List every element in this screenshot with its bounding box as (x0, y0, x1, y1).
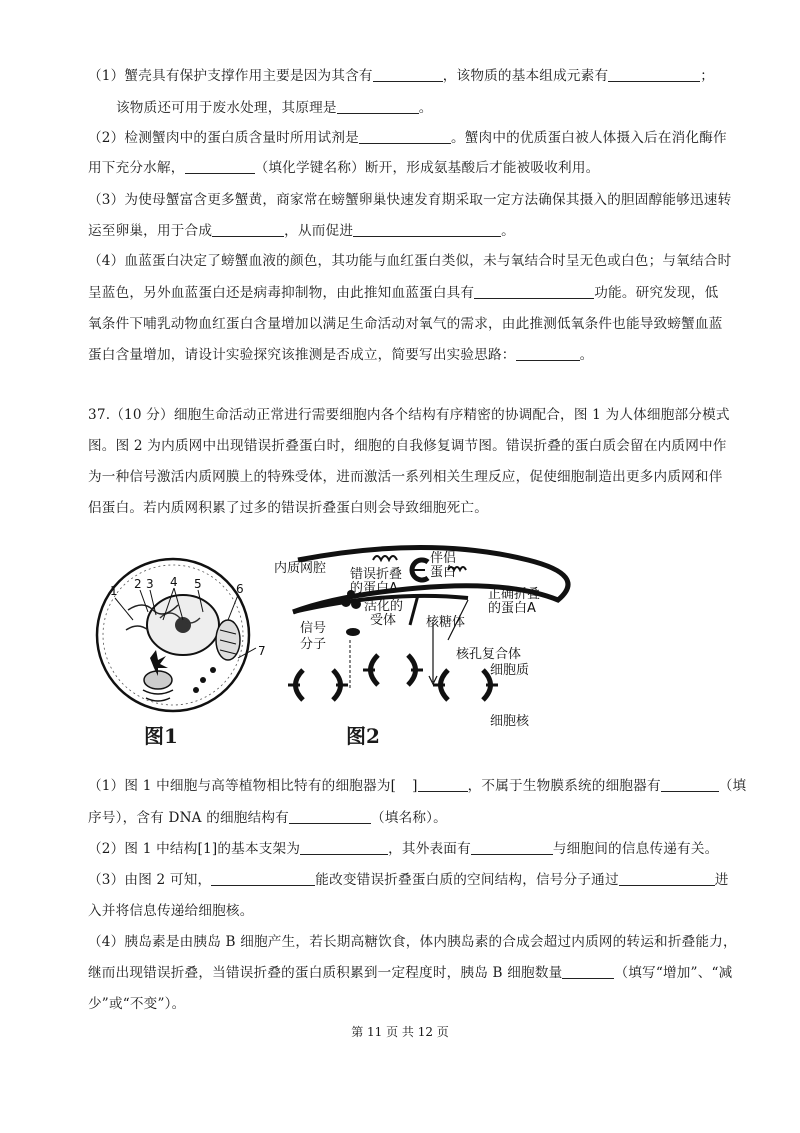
text: 入并将信息传递给细胞核。 (88, 903, 254, 919)
text: （填化学键名称）断开，形成氨基酸后才能被吸收利用。 (254, 160, 600, 176)
label-7: 7 (258, 644, 266, 658)
text: （2）图 1 中结构[1]的基本支架为 (88, 841, 301, 857)
label-6: 6 (236, 582, 244, 596)
answer-blank[interactable] (608, 67, 700, 82)
text: 序号），含有 DNA 的细胞结构有 (88, 810, 289, 826)
label-5: 5 (194, 577, 202, 591)
text: 继而出现错误折叠，当错误折叠的蛋白质积累到一定程度时，胰岛 B 细胞数量 (88, 965, 563, 981)
text: 功能。研究发现，低 (594, 285, 719, 301)
q37-part1-line2 (88, 808, 728, 828)
label-signal-1: 信号 (300, 621, 327, 636)
text: 呈蓝色，另外血蓝蛋白还是病毒抑制物，由此推知血蓝蛋白具有 (88, 285, 475, 301)
label-1: 1 (110, 584, 118, 598)
answer-blank[interactable] (185, 159, 255, 174)
text: 图。图 2 为内质网中出现错误折叠蛋白时，细胞的自我修复调节图。错误折叠的蛋白质会留在内质网中作 (88, 438, 727, 454)
answer-blank[interactable] (211, 871, 315, 886)
label-3: 3 (146, 577, 154, 591)
text: 。 (418, 100, 433, 116)
ribosome-dot (193, 687, 199, 693)
label-chaperone-1: 伴侣 (430, 551, 457, 566)
text: ，从而促进 (284, 223, 354, 239)
answer-blank[interactable] (300, 840, 388, 855)
figure2-er-diagram (274, 548, 568, 730)
answer-blank[interactable] (373, 67, 443, 82)
text: （填 (718, 778, 747, 794)
answer-blank[interactable] (359, 129, 451, 144)
q37-part2 (88, 839, 728, 859)
q36-part2-line2 (88, 158, 728, 178)
answer-blank[interactable] (562, 964, 614, 979)
ribosome-icon (351, 599, 361, 609)
text: （3）由图 2 可知， (88, 872, 212, 888)
misfolded-protein-icon (373, 556, 397, 560)
text: 侣蛋白。若内质网积累了过多的错误折叠蛋白则会导致细胞死亡。 (88, 500, 489, 516)
text: ，该物质的基本组成元素有 (442, 68, 609, 84)
text: ，其外表面有 (388, 841, 471, 857)
text: 37.（10 分）细胞生命活动正常进行需要细胞内各个结构有序精密的协调配合，图 1 为人体细胞部分模式 (88, 407, 730, 423)
text: 。蟹肉中的优质蛋白被人体摄入后在消化酶作 (450, 130, 727, 146)
label-nucleus: 细胞核 (490, 714, 530, 729)
signal-molecule-icon (346, 628, 360, 636)
nuclear-pore-complex-left (288, 670, 348, 700)
page-footer: 第 11 页 共 12 页 (351, 1025, 449, 1039)
receptor-icon (410, 595, 418, 625)
q37-intro-line2 (88, 436, 728, 456)
q36-part4-line3 (88, 314, 728, 334)
q37-part4-line2 (88, 963, 733, 983)
label-activated-1: 活化的 (364, 599, 404, 614)
label-4: 4 (170, 575, 178, 589)
text: 。 (501, 223, 515, 239)
label-correct-1: 正确折叠 (488, 587, 541, 602)
answer-blank[interactable] (418, 777, 468, 792)
golgi-stacks (143, 690, 173, 701)
text: 能改变错误折叠蛋白质的空间结构，信号分子通过 (315, 872, 619, 888)
label-misfolded-1: 错误折叠 (350, 567, 403, 582)
text: （1）图 1 中细胞与高等植物相比特有的细胞器为[ (88, 778, 397, 794)
label-correct-2: 的蛋白A (488, 601, 536, 616)
answer-blank[interactable] (619, 871, 715, 886)
text: ] (412, 778, 418, 794)
mitochondrion (216, 620, 240, 660)
nuclear-pore-complex-middle (363, 655, 423, 685)
q37-part4-line3 (88, 994, 728, 1014)
answer-bracket-blank[interactable] (396, 778, 412, 792)
answer-blank[interactable] (353, 222, 501, 237)
q36-part4-line1 (88, 251, 732, 271)
q37-part1-line1 (88, 776, 747, 796)
answer-blank[interactable] (474, 284, 594, 299)
figure-area (88, 540, 728, 760)
label-signal-2: 分子 (300, 637, 327, 652)
figure1-caption: 图1 (144, 724, 178, 748)
text: （3）为使母蟹富含更多蟹黄，商家常在螃蟹卵巢快速发育期采取一定方法确保其摄入的胆固醇能够迅速转 (88, 192, 732, 208)
text: （填名称）。 (370, 810, 447, 826)
answer-blank[interactable] (661, 777, 719, 792)
label-2: 2 (134, 577, 142, 591)
text: 运至卵巢，用于合成 (88, 223, 213, 239)
text: （2）检测蟹肉中的蛋白质含量时所用试剂是 (88, 130, 359, 146)
q37-part3-line1 (88, 870, 728, 890)
text: （4）血蓝蛋白决定了螃蟹血液的颜色，其功能与血红蛋白类似，未与氧结合时呈无色或白色；与氧结合时 (88, 253, 732, 269)
text: ，不属于生物膜系统的细胞器有 (467, 778, 661, 794)
q37-part3-line2 (88, 901, 728, 921)
text: 蛋白含量增加，请设计实验探究该推测是否成立，简要写出实验思路： (88, 347, 516, 363)
label-chaperone-2: 蛋白 (430, 565, 457, 580)
q36-part2-line1 (88, 128, 728, 148)
text: 少”或“不变”）。 (88, 996, 186, 1012)
text: （4）胰岛素是由胰岛 B 细胞产生，若长期高糖饮食，体内胰岛素的合成会超过内质网的转运和折叠能力， (88, 934, 737, 950)
figure-svg (88, 540, 728, 760)
q36-part3-line1 (88, 190, 732, 210)
answer-blank[interactable] (289, 809, 371, 824)
text: ； (700, 68, 715, 84)
q36-part3-line2 (88, 221, 728, 241)
ribosome-icon (341, 597, 351, 607)
text: （填写“增加”、“减 (614, 965, 733, 981)
q36-part4-line4 (88, 345, 728, 365)
q36-part1-line2 (116, 98, 756, 118)
text: 该物质还可用于废水处理，其原理是 (116, 100, 337, 116)
label-er-lumen: 内质网腔 (274, 561, 327, 576)
text: 氧条件下哺乳动物血红蛋白含量增加以满足生命活动对氧气的需求，由此推测低氧条件也能导致螃蟹血蓝 (88, 316, 723, 332)
q37-intro-line4 (88, 498, 728, 518)
nuclear-pore-complex-right (433, 670, 498, 700)
q36-part1-line1 (88, 66, 728, 86)
text: 与细胞间的信息传递有关。 (552, 841, 719, 857)
label-npc: 核孔复合体 (456, 647, 522, 662)
q36-part4-line2 (88, 283, 728, 303)
text: （1）蟹壳具有保护支撑作用主要是因为其含有 (88, 68, 373, 84)
q37-part4-line1 (88, 932, 737, 952)
text: 用下充分水解， (88, 160, 185, 176)
answer-blank[interactable] (516, 346, 580, 361)
ribosome-dot (200, 677, 206, 683)
text: 。 (579, 347, 594, 363)
answer-blank[interactable] (471, 840, 553, 855)
answer-blank[interactable] (212, 222, 284, 237)
q37-intro-line1 (88, 405, 728, 425)
text: 进 (714, 872, 729, 888)
label-ribosome: 核糖体 (426, 615, 466, 630)
label-activated-2: 受体 (370, 613, 397, 628)
label-misfolded-2: 的蛋白A (350, 581, 398, 596)
text: 为一种信号激活内质网膜上的特殊受体，进而激活一系列相关生理反应，促使细胞制造出更多内质网和伴 (88, 469, 723, 485)
figure2-caption: 图2 (346, 724, 380, 748)
q37-intro-line3 (88, 467, 728, 487)
ribosome-dot (210, 667, 216, 673)
answer-blank[interactable] (337, 99, 419, 114)
label-cytoplasm: 细胞质 (490, 663, 530, 678)
figure1-cell-diagram (97, 559, 266, 711)
